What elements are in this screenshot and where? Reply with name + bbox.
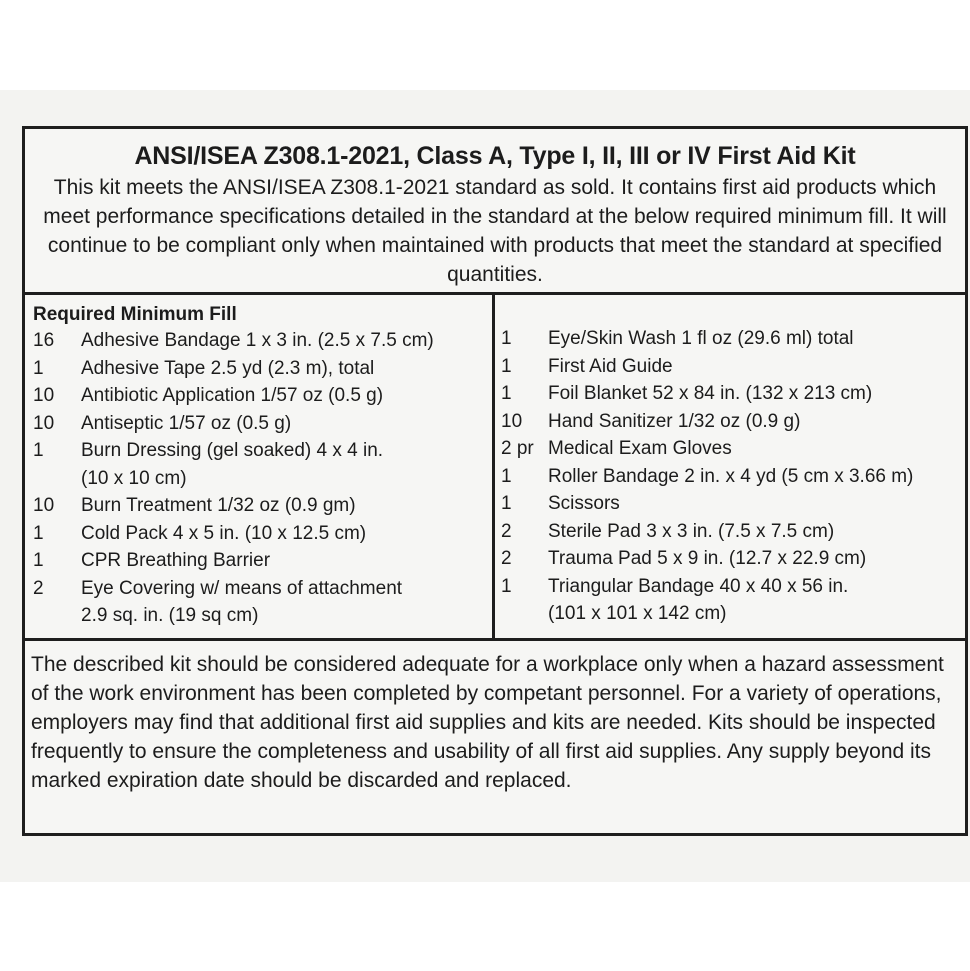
item-quantity: 2 bbox=[501, 520, 512, 542]
fill-item bbox=[501, 435, 965, 463]
compliance-statement: This kit meets the ANSI/ISEA Z308.1-2021 standard as sold. It contains first aid products which meet performance specifications detailed in the standard at the below required minimum fill. It will continue to be compliant only when maintained with products that meet the standard at specified quantities. bbox=[43, 176, 947, 286]
adequacy-notice: The described kit should be considered adequate for a workplace only when a hazard assessment of the work environment has been completed by competant personnel. For a variety of operations, employers may find that additional first aid supplies and kits are needed. Kits should be inspected frequently to ensure the completeness and usability of all first aid supplies. Any supply beyond its marked expiration date should be discarded and replaced. bbox=[31, 653, 944, 792]
fill-item bbox=[501, 325, 965, 353]
item-description: First Aid Guide bbox=[548, 355, 673, 377]
item-quantity: 2 pr bbox=[501, 438, 534, 459]
item-quantity: 1 bbox=[501, 328, 512, 349]
fill-heading: Required Minimum Fill bbox=[33, 304, 237, 325]
item-description: Antiseptic 1/57 oz (0.5 g) bbox=[81, 412, 292, 434]
fill-item bbox=[501, 545, 965, 573]
item-quantity: 1 bbox=[33, 550, 44, 571]
item-quantity: 10 bbox=[33, 385, 55, 406]
item-description: Scissors bbox=[548, 493, 620, 514]
first-aid-kit-label bbox=[22, 126, 968, 836]
item-quantity: 1 bbox=[501, 575, 512, 597]
item-description: Cold Pack 4 x 5 in. (10 x 12.5 cm) bbox=[81, 522, 367, 544]
item-quantity: 10 bbox=[33, 412, 55, 434]
fill-item bbox=[33, 355, 492, 383]
fill-column-left bbox=[25, 295, 495, 638]
item-quantity: 2 bbox=[501, 548, 512, 569]
item-quantity: 16 bbox=[33, 330, 55, 351]
fill-item bbox=[33, 327, 492, 355]
fill-item bbox=[33, 575, 492, 630]
fill-item bbox=[501, 518, 965, 546]
fill-item bbox=[501, 490, 965, 518]
item-quantity: 1 bbox=[501, 355, 512, 377]
fill-column-right bbox=[495, 295, 965, 638]
fill-item bbox=[33, 547, 492, 575]
fill-item bbox=[33, 520, 492, 548]
item-quantity: 1 bbox=[501, 383, 512, 404]
item-description: Sterile Pad 3 x 3 in. (7.5 x 7.5 cm) bbox=[548, 520, 835, 542]
item-description: Adhesive Tape 2.5 yd (2.3 m), total bbox=[81, 357, 375, 379]
item-description: Antibiotic Application 1/57 oz (0.5 g) bbox=[81, 385, 384, 406]
item-description: Medical Exam Gloves bbox=[548, 438, 732, 459]
item-quantity: 1 bbox=[33, 522, 44, 544]
item-description: Eye/Skin Wash 1 fl oz (29.6 ml) total bbox=[548, 328, 854, 349]
item-quantity: 2 bbox=[33, 577, 44, 599]
item-description: Burn Dressing (gel soaked) 4 x 4 in. (10 x 10 cm) bbox=[81, 440, 384, 489]
item-quantity: 10 bbox=[501, 410, 523, 432]
item-quantity: 1 bbox=[501, 465, 512, 487]
item-description: Triangular Bandage 40 x 40 x 56 in. (101 x 101 x 142 cm) bbox=[548, 575, 849, 624]
item-description: Foil Blanket 52 x 84 in. (132 x 213 cm) bbox=[548, 383, 873, 404]
fill-list-left bbox=[33, 327, 492, 630]
fill-item bbox=[501, 573, 965, 628]
fill-item bbox=[501, 380, 965, 408]
minimum-fill-section bbox=[25, 295, 965, 641]
item-description: Eye Covering w/ means of attachment 2.9 sq. in. (19 sq cm) bbox=[81, 577, 403, 626]
item-description: Hand Sanitizer 1/32 oz (0.9 g) bbox=[548, 410, 801, 432]
fill-item bbox=[33, 382, 492, 410]
item-description: CPR Breathing Barrier bbox=[81, 550, 271, 571]
item-quantity: 1 bbox=[33, 440, 44, 461]
label-header bbox=[25, 129, 965, 295]
item-description: Trauma Pad 5 x 9 in. (12.7 x 22.9 cm) bbox=[548, 548, 867, 569]
item-description: Roller Bandage 2 in. x 4 yd (5 cm x 3.66 m) bbox=[548, 465, 914, 487]
fill-item bbox=[33, 492, 492, 520]
fill-item bbox=[33, 437, 492, 492]
label-title: ANSI/ISEA Z308.1-2021, Class A, Type I, II, III or IV First Aid Kit bbox=[134, 142, 856, 170]
item-description: Burn Treatment 1/32 oz (0.9 gm) bbox=[81, 495, 356, 516]
fill-item bbox=[33, 410, 492, 438]
fill-list-right bbox=[501, 325, 965, 628]
item-description: Adhesive Bandage 1 x 3 in. (2.5 x 7.5 cm) bbox=[81, 330, 434, 351]
item-quantity: 10 bbox=[33, 495, 55, 516]
item-quantity: 1 bbox=[33, 357, 44, 379]
item-quantity: 1 bbox=[501, 493, 512, 514]
fill-item bbox=[501, 463, 965, 491]
fill-item bbox=[501, 353, 965, 381]
fill-item bbox=[501, 408, 965, 436]
